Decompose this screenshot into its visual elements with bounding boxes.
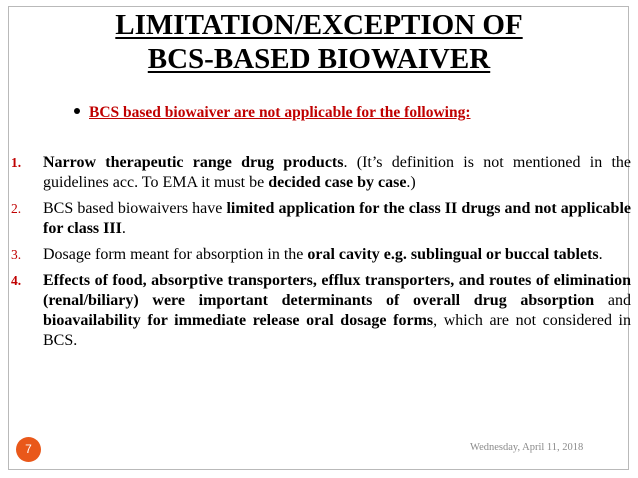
list-item <box>11 271 631 351</box>
item-text-run: Narrow therapeutic range drug products <box>43 154 344 171</box>
item-text <box>43 154 631 191</box>
item-text-run: Dosage form meant for absorption in the <box>43 246 308 263</box>
item-text-run: BCS based biowaivers have <box>43 200 227 217</box>
page-number-badge: 7 <box>16 437 41 462</box>
item-text-run: decided case by case <box>268 174 407 191</box>
limitations-list <box>11 153 631 357</box>
slide-title <box>0 8 638 76</box>
item-text-run: , which are not considered in BCS. <box>43 312 631 349</box>
item-number: 1. <box>11 155 22 170</box>
item-number: 2. <box>11 201 22 216</box>
item-text-run: oral cavity e.g. sublingual or buccal tablets <box>307 246 599 263</box>
bullet-icon <box>74 108 80 114</box>
subheading-text: BCS based biowaiver are not applicable for the following: <box>89 104 471 121</box>
list-item <box>11 199 631 239</box>
list-item <box>11 153 631 193</box>
item-text <box>43 200 631 237</box>
list-item <box>11 245 631 265</box>
slide-date: Wednesday, April 11, 2018 <box>470 442 584 453</box>
item-text-run: bioavailability for immediate release oral dosage forms <box>43 312 434 329</box>
item-number: 3. <box>11 247 22 262</box>
item-text-run: and <box>594 292 631 309</box>
title-line-2: BCS-BASED BIOWAIVER <box>147 43 491 75</box>
title-line-1: LIMITATION/EXCEPTION OF <box>115 9 523 41</box>
item-text-run: . <box>598 246 603 263</box>
subheading <box>74 104 471 122</box>
item-text-run: limited application for the class II drugs and not applicable for class III <box>43 200 631 237</box>
item-text <box>43 272 631 349</box>
item-text-run: . (It’s definition is not mentioned in the guidelines acc. To EMA it must be <box>43 154 632 191</box>
item-text-run: Effects of food, absorptive transporters, efflux transporters, and routes of elimination (renal/biliary) were important determinants of overall drug absorption <box>43 272 631 309</box>
item-text <box>43 246 603 263</box>
item-text-run: . <box>121 220 126 237</box>
item-number: 4. <box>11 273 22 288</box>
item-text-run: .) <box>406 174 416 191</box>
